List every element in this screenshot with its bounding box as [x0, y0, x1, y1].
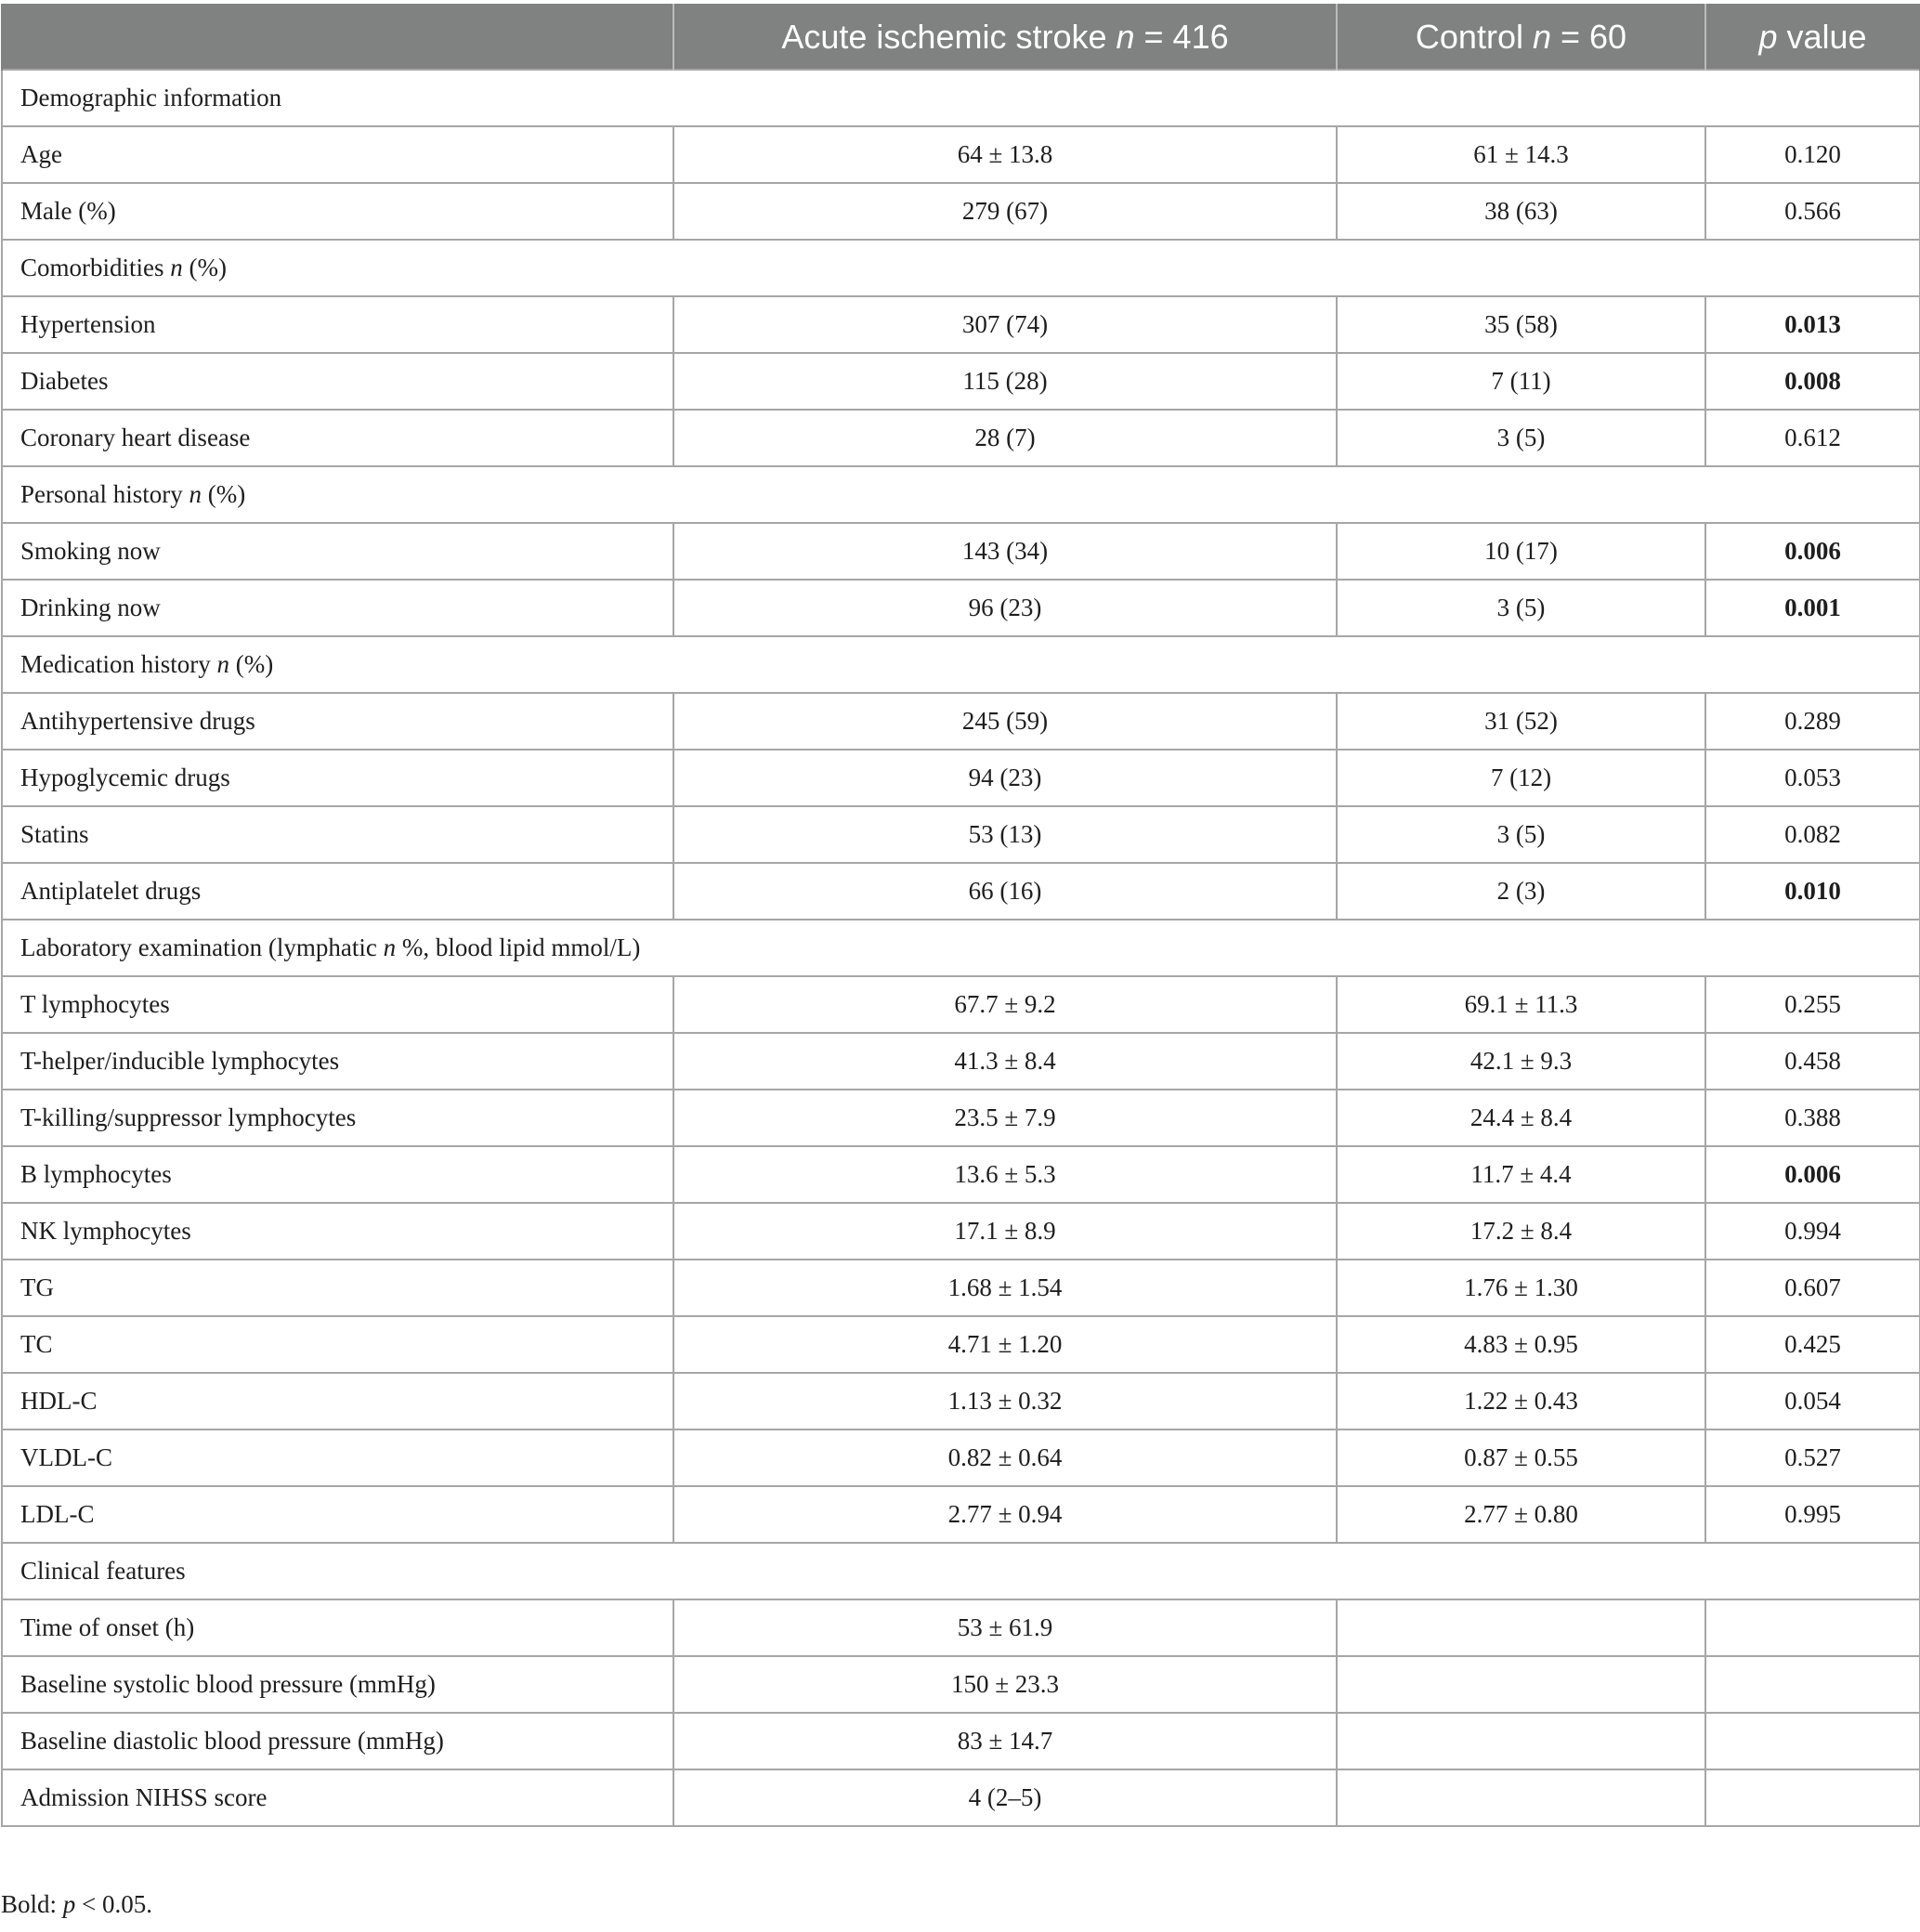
row-label: Age	[2, 126, 673, 183]
control-value: 7 (11)	[1337, 353, 1705, 410]
control-value: 61 ± 14.3	[1337, 126, 1705, 183]
section-label: Personal history n (%)	[2, 466, 1920, 523]
p-value: 0.001	[1705, 580, 1920, 636]
table-row	[2, 1769, 1920, 1826]
control-value: 1.76 ± 1.30	[1337, 1260, 1705, 1316]
table-row	[2, 353, 1920, 410]
table-row	[2, 1373, 1920, 1429]
header-stroke-group: Acute ischemic stroke n = 416	[673, 5, 1337, 70]
control-value: 31 (52)	[1337, 693, 1705, 750]
control-value: 3 (5)	[1337, 806, 1705, 863]
table-row	[2, 1599, 1920, 1656]
control-value: 2.77 ± 0.80	[1337, 1486, 1705, 1543]
p-value: 0.527	[1705, 1429, 1920, 1486]
p-value: 0.289	[1705, 693, 1920, 750]
table-row	[2, 410, 1920, 466]
control-value: 1.22 ± 0.43	[1337, 1373, 1705, 1429]
control-value: 0.87 ± 0.55	[1337, 1429, 1705, 1486]
control-value: 42.1 ± 9.3	[1337, 1033, 1705, 1090]
row-label: Hypertension	[2, 296, 673, 353]
p-value: 0.013	[1705, 296, 1920, 353]
stroke-value: 13.6 ± 5.3	[673, 1146, 1337, 1203]
p-value	[1705, 1599, 1920, 1656]
control-value: 10 (17)	[1337, 523, 1705, 580]
p-value: 0.458	[1705, 1033, 1920, 1090]
table-row	[2, 183, 1920, 240]
p-value	[1705, 1656, 1920, 1713]
control-value: 35 (58)	[1337, 296, 1705, 353]
stroke-value: 1.68 ± 1.54	[673, 1260, 1337, 1316]
header-variable	[2, 5, 673, 70]
row-label: B lymphocytes	[2, 1146, 673, 1203]
table-header	[2, 5, 1920, 70]
row-label: Statins	[2, 806, 673, 863]
stroke-value: 96 (23)	[673, 580, 1337, 636]
stroke-value: 4 (2–5)	[673, 1769, 1337, 1826]
stroke-value: 23.5 ± 7.9	[673, 1090, 1337, 1146]
table-row	[2, 1146, 1920, 1203]
row-label: Time of onset (h)	[2, 1599, 673, 1656]
stroke-value: 67.7 ± 9.2	[673, 976, 1337, 1033]
table-body	[2, 70, 1920, 1826]
p-value: 0.607	[1705, 1260, 1920, 1316]
control-value	[1337, 1656, 1705, 1713]
row-label: TG	[2, 1260, 673, 1316]
p-value: 0.008	[1705, 353, 1920, 410]
row-label: HDL-C	[2, 1373, 673, 1429]
stroke-value: 279 (67)	[673, 183, 1337, 240]
p-value: 0.082	[1705, 806, 1920, 863]
stroke-value: 53 (13)	[673, 806, 1337, 863]
row-label: T-killing/suppressor lymphocytes	[2, 1090, 673, 1146]
control-value	[1337, 1599, 1705, 1656]
stroke-value: 64 ± 13.8	[673, 126, 1337, 183]
row-label: NK lymphocytes	[2, 1203, 673, 1260]
row-label: Male (%)	[2, 183, 673, 240]
table-row	[2, 296, 1920, 353]
table-row	[2, 806, 1920, 863]
section-label: Laboratory examination (lymphatic n %, blood lipid mmol/L)	[2, 920, 1920, 976]
section-row	[2, 1543, 1920, 1599]
stroke-value: 41.3 ± 8.4	[673, 1033, 1337, 1090]
p-value	[1705, 1713, 1920, 1769]
table-row	[2, 693, 1920, 750]
control-value: 4.83 ± 0.95	[1337, 1316, 1705, 1373]
table-row	[2, 976, 1920, 1033]
row-label: Drinking now	[2, 580, 673, 636]
row-label: Hypoglycemic drugs	[2, 750, 673, 806]
table-row	[2, 1316, 1920, 1373]
control-value: 3 (5)	[1337, 410, 1705, 466]
row-label: LDL-C	[2, 1486, 673, 1543]
section-row	[2, 466, 1920, 523]
table-row	[2, 523, 1920, 580]
stroke-value: 66 (16)	[673, 863, 1337, 920]
stroke-value: 83 ± 14.7	[673, 1713, 1337, 1769]
stroke-value: 17.1 ± 8.9	[673, 1203, 1337, 1260]
table-footnote: Bold: p < 0.05.	[1, 1890, 152, 1918]
section-label: Medication history n (%)	[2, 636, 1920, 693]
table-row	[2, 1090, 1920, 1146]
section-row	[2, 70, 1920, 126]
p-value: 0.010	[1705, 863, 1920, 920]
control-value: 24.4 ± 8.4	[1337, 1090, 1705, 1146]
p-value: 0.388	[1705, 1090, 1920, 1146]
table-row	[2, 750, 1920, 806]
stroke-value: 307 (74)	[673, 296, 1337, 353]
section-row	[2, 240, 1920, 296]
stroke-value: 2.77 ± 0.94	[673, 1486, 1337, 1543]
p-value: 0.995	[1705, 1486, 1920, 1543]
baseline-characteristics-table-wrapper	[0, 4, 1920, 1827]
stroke-value: 143 (34)	[673, 523, 1337, 580]
p-value: 0.994	[1705, 1203, 1920, 1260]
control-value: 3 (5)	[1337, 580, 1705, 636]
row-label: TC	[2, 1316, 673, 1373]
table-row	[2, 1713, 1920, 1769]
row-label: Coronary heart disease	[2, 410, 673, 466]
p-value: 0.006	[1705, 1146, 1920, 1203]
row-label: T-helper/inducible lymphocytes	[2, 1033, 673, 1090]
control-value: 17.2 ± 8.4	[1337, 1203, 1705, 1260]
row-label: VLDL-C	[2, 1429, 673, 1486]
p-value: 0.255	[1705, 976, 1920, 1033]
control-value: 11.7 ± 4.4	[1337, 1146, 1705, 1203]
table-row	[2, 126, 1920, 183]
p-value: 0.120	[1705, 126, 1920, 183]
table-row	[2, 1656, 1920, 1713]
section-label: Demographic information	[2, 70, 1920, 126]
row-label: T lymphocytes	[2, 976, 673, 1033]
p-value: 0.612	[1705, 410, 1920, 466]
header-row	[2, 5, 1920, 70]
table-row	[2, 863, 1920, 920]
table-row	[2, 1203, 1920, 1260]
table-row	[2, 580, 1920, 636]
stroke-value: 1.13 ± 0.32	[673, 1373, 1337, 1429]
control-value: 38 (63)	[1337, 183, 1705, 240]
control-value	[1337, 1713, 1705, 1769]
stroke-value: 115 (28)	[673, 353, 1337, 410]
table-row	[2, 1429, 1920, 1486]
row-label: Diabetes	[2, 353, 673, 410]
section-row	[2, 636, 1920, 693]
stroke-value: 94 (23)	[673, 750, 1337, 806]
p-value	[1705, 1769, 1920, 1826]
section-label: Comorbidities n (%)	[2, 240, 1920, 296]
stroke-value: 53 ± 61.9	[673, 1599, 1337, 1656]
p-value: 0.425	[1705, 1316, 1920, 1373]
stroke-value: 4.71 ± 1.20	[673, 1316, 1337, 1373]
row-label: Smoking now	[2, 523, 673, 580]
table-row	[2, 1486, 1920, 1543]
stroke-value: 150 ± 23.3	[673, 1656, 1337, 1713]
baseline-characteristics-table	[1, 4, 1920, 1827]
p-value: 0.054	[1705, 1373, 1920, 1429]
row-label: Antiplatelet drugs	[2, 863, 673, 920]
control-value: 2 (3)	[1337, 863, 1705, 920]
p-value: 0.053	[1705, 750, 1920, 806]
control-value	[1337, 1769, 1705, 1826]
table-row	[2, 1033, 1920, 1090]
p-value: 0.006	[1705, 523, 1920, 580]
stroke-value: 245 (59)	[673, 693, 1337, 750]
row-label: Admission NIHSS score	[2, 1769, 673, 1826]
row-label: Antihypertensive drugs	[2, 693, 673, 750]
stroke-value: 28 (7)	[673, 410, 1337, 466]
section-row	[2, 920, 1920, 976]
control-value: 69.1 ± 11.3	[1337, 976, 1705, 1033]
table-row	[2, 1260, 1920, 1316]
header-p-value: p value	[1705, 5, 1920, 70]
stroke-value: 0.82 ± 0.64	[673, 1429, 1337, 1486]
header-control-group: Control n = 60	[1337, 5, 1705, 70]
section-label: Clinical features	[2, 1543, 1920, 1599]
p-value: 0.566	[1705, 183, 1920, 240]
row-label: Baseline systolic blood pressure (mmHg)	[2, 1656, 673, 1713]
row-label: Baseline diastolic blood pressure (mmHg)	[2, 1713, 673, 1769]
control-value: 7 (12)	[1337, 750, 1705, 806]
